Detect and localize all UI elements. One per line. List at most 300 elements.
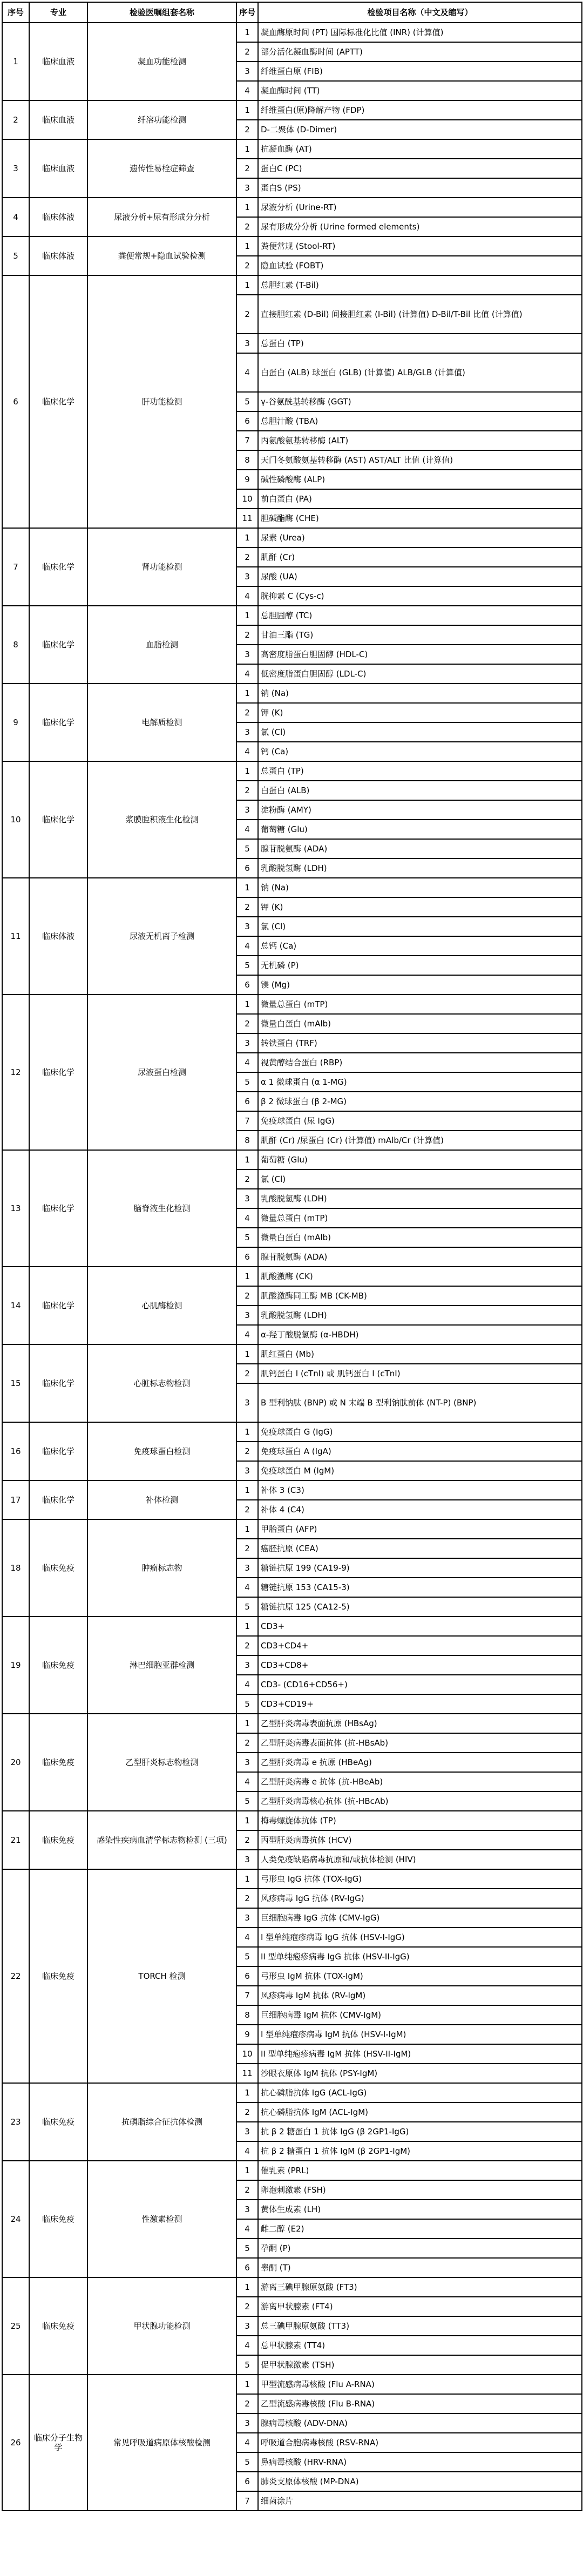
item-name-cell: 免疫球蛋白 (尿 IgG) <box>258 1111 582 1131</box>
table-row <box>2 1617 582 1636</box>
item-name-cell: 游离三碘甲腺原氨酸 (FT3) <box>258 2277 582 2297</box>
item-number-cell: 2 <box>236 217 258 236</box>
item-number-cell: 2 <box>236 781 258 800</box>
item-name-cell: β 2 微球蛋白 (β 2-MG) <box>258 1092 582 1111</box>
item-number-cell: 5 <box>236 1947 258 1966</box>
item-name-cell: CD3+CD4+ <box>258 1636 582 1655</box>
item-number-cell: 1 <box>236 1480 258 1500</box>
group-number-cell: 9 <box>2 684 29 761</box>
item-name-cell: α-羟丁酸脱氢酶 (α-HBDH) <box>258 1325 582 1344</box>
item-number-cell: 6 <box>236 1247 258 1267</box>
item-name-cell: II 型单纯疱疹病毒 IgG 抗体 (HSV-II-IgG) <box>258 1947 582 1966</box>
item-number-cell: 5 <box>236 1694 258 1714</box>
order-set-name-cell: 心脏标志物检测 <box>87 1344 236 1422</box>
item-name-cell: 肌红蛋白 (Mb) <box>258 1344 582 1364</box>
item-name-cell: 黄体生成素 (LH) <box>258 2200 582 2219</box>
item-name-cell: 尿素 (Urea) <box>258 528 582 547</box>
table-row <box>2 1869 582 1889</box>
item-name-cell: 甲胎蛋白 (AFP) <box>258 1519 582 1539</box>
item-name-cell: 巨细胞病毒 IgM 抗体 (CMV-IgM) <box>258 2005 582 2025</box>
order-set-name-cell: 感染性疾病血清学标志物检测 (三项) <box>87 1811 236 1869</box>
group-number-cell: 10 <box>2 761 29 878</box>
group-number-cell: 13 <box>2 1150 29 1267</box>
order-set-name-cell: 凝血功能检测 <box>87 23 236 100</box>
item-number-cell: 5 <box>236 1791 258 1811</box>
specialty-cell: 临床化学 <box>29 761 87 878</box>
specialty-cell: 临床化学 <box>29 995 87 1150</box>
specialty-cell: 临床体液 <box>29 878 87 995</box>
item-name-cell: 沙眼衣原体 IgM 抗体 (PSY-IgM) <box>258 2064 582 2083</box>
item-name-cell: II 型单纯疱疹病毒 IgM 抗体 (HSV-II-IgM) <box>258 2044 582 2064</box>
specialty-cell: 临床化学 <box>29 1267 87 1344</box>
specialty-cell: 临床免疫 <box>29 1869 87 2083</box>
item-number-cell: 3 <box>236 1558 258 1578</box>
specialty-cell: 临床化学 <box>29 1422 87 1480</box>
group-number-cell: 8 <box>2 606 29 684</box>
table-row <box>2 1714 582 1733</box>
table-row <box>2 1480 582 1500</box>
item-number-cell: 2 <box>236 1636 258 1655</box>
item-number-cell: 5 <box>236 1228 258 1247</box>
item-number-cell: 4 <box>236 353 258 392</box>
item-number-cell: 7 <box>236 2491 258 2511</box>
specialty-cell: 临床免疫 <box>29 2161 87 2277</box>
order-set-name-cell: 电解质检测 <box>87 684 236 761</box>
item-name-cell: 低密度脂蛋白胆固醇 (LDL-C) <box>258 664 582 684</box>
item-number-cell: 3 <box>236 800 258 820</box>
item-name-cell: 丙氨酸氨基转移酶 (ALT) <box>258 431 582 450</box>
item-name-cell: 纤维蛋白原 (FIB) <box>258 62 582 81</box>
item-name-cell: 肺炎支原体核酸 (MP-DNA) <box>258 2472 582 2491</box>
group-number-cell: 20 <box>2 1714 29 1811</box>
item-number-cell: 3 <box>236 1189 258 1208</box>
item-name-cell: 总蛋白 (TP) <box>258 334 582 353</box>
group-number-cell: 18 <box>2 1519 29 1617</box>
item-number-cell: 8 <box>236 1131 258 1150</box>
item-number-cell: 1 <box>236 2277 258 2297</box>
group-number-cell: 3 <box>2 139 29 198</box>
item-number-cell: 1 <box>236 761 258 781</box>
group-number-cell: 1 <box>2 23 29 100</box>
group-number-cell: 23 <box>2 2083 29 2161</box>
item-name-cell: 卵泡刺激素 (FSH) <box>258 2180 582 2200</box>
specialty-cell: 临床免疫 <box>29 2277 87 2375</box>
item-number-cell: 2 <box>236 625 258 645</box>
order-set-name-cell: 浆膜腔积液生化检测 <box>87 761 236 878</box>
item-number-cell: 1 <box>236 1714 258 1733</box>
item-number-cell: 3 <box>236 2316 258 2336</box>
item-name-cell: 孕酮 (P) <box>258 2239 582 2258</box>
item-name-cell: 腺苷脱氨酶 (ADA) <box>258 839 582 858</box>
item-number-cell: 1 <box>236 1869 258 1889</box>
group-number-cell: 12 <box>2 995 29 1150</box>
specialty-cell: 临床化学 <box>29 275 87 528</box>
item-name-cell: 总胆汁酸 (TBA) <box>258 411 582 431</box>
item-name-cell: 凝血酶原时间 (PT) 国际标准化比值 (INR) (计算值) <box>258 23 582 42</box>
item-number-cell: 4 <box>236 2336 258 2355</box>
item-name-cell: 转铁蛋白 (TRF) <box>258 1033 582 1053</box>
specialty-cell: 临床化学 <box>29 528 87 606</box>
group-number-cell: 24 <box>2 2161 29 2277</box>
item-name-cell: 钙 (Ca) <box>258 742 582 761</box>
item-number-cell: 6 <box>236 1966 258 1986</box>
item-name-cell: 无机磷 (P) <box>258 956 582 975</box>
item-name-cell: 微量白蛋白 (mAlb) <box>258 1228 582 1247</box>
specialty-cell: 临床化学 <box>29 684 87 761</box>
item-number-cell: 5 <box>236 839 258 858</box>
table-row <box>2 275 582 295</box>
item-name-cell: 抗 β 2 糖蛋白 1 抗体 IgM (β 2GP1-IgM) <box>258 2141 582 2161</box>
item-name-cell: 肌钙蛋白 I (cTnI) 或 肌钙蛋白 I (cTnI) <box>258 1364 582 1383</box>
item-number-cell: 4 <box>236 936 258 956</box>
item-number-cell: 3 <box>236 1908 258 1928</box>
item-name-cell: 总钙 (Ca) <box>258 936 582 956</box>
item-number-cell: 3 <box>236 1850 258 1869</box>
test-items-sheet <box>2 2 581 2511</box>
item-number-cell: 3 <box>236 1383 258 1422</box>
group-number-cell: 21 <box>2 1811 29 1869</box>
item-name-cell: 镁 (Mg) <box>258 975 582 995</box>
order-set-name-cell: 肝功能检测 <box>87 275 236 528</box>
table-row <box>2 2375 582 2394</box>
item-number-cell: 4 <box>236 1928 258 1947</box>
specialty-cell: 临床免疫 <box>29 1714 87 1811</box>
item-name-cell: 乙型流感病毒核酸 (Flu B-RNA) <box>258 2394 582 2413</box>
item-name-cell: 游离甲状腺素 (FT4) <box>258 2297 582 2316</box>
item-number-cell: 1 <box>236 684 258 703</box>
item-number-cell: 3 <box>236 1306 258 1325</box>
item-number-cell: 3 <box>236 1461 258 1480</box>
item-number-cell: 4 <box>236 1053 258 1072</box>
item-number-cell: 3 <box>236 178 258 198</box>
item-number-cell: 5 <box>236 2239 258 2258</box>
item-number-cell: 6 <box>236 2472 258 2491</box>
item-name-cell: CD3+CD8+ <box>258 1655 582 1675</box>
table-row <box>2 23 582 42</box>
specialty-cell: 临床血液 <box>29 23 87 100</box>
specialty-cell: 临床化学 <box>29 1480 87 1519</box>
specialty-cell: 临床体液 <box>29 236 87 275</box>
item-name-cell: 白蛋白 (ALB) <box>258 781 582 800</box>
item-number-cell: 3 <box>236 567 258 586</box>
order-set-name-cell: 肿瘤标志物 <box>87 1519 236 1617</box>
item-name-cell: 肌酐 (Cr) <box>258 547 582 567</box>
item-name-cell: 弓形虫 IgM 抗体 (TOX-IgM) <box>258 1966 582 1986</box>
group-number-cell: 2 <box>2 100 29 139</box>
item-number-cell: 11 <box>236 509 258 528</box>
item-number-cell: 2 <box>236 1364 258 1383</box>
item-name-cell: 钾 (K) <box>258 897 582 917</box>
item-name-cell: 视黄醇结合蛋白 (RBP) <box>258 1053 582 1072</box>
table-row <box>2 139 582 159</box>
group-number-cell: 11 <box>2 878 29 995</box>
item-number-cell: 1 <box>236 2161 258 2180</box>
item-number-cell: 3 <box>236 1655 258 1675</box>
header-group-no: 序号 <box>2 2 29 23</box>
item-number-cell: 2 <box>236 2180 258 2200</box>
item-number-cell: 2 <box>236 1733 258 1753</box>
test-items-table <box>2 2 582 2511</box>
item-number-cell: 1 <box>236 100 258 120</box>
item-name-cell: 人类免疫缺陷病毒抗原和/或抗体检测 (HIV) <box>258 1850 582 1869</box>
specialty-cell: 临床免疫 <box>29 1519 87 1617</box>
item-number-cell: 1 <box>236 1617 258 1636</box>
item-number-cell: 3 <box>236 334 258 353</box>
item-name-cell: 胱抑素 C (Cys-c) <box>258 586 582 606</box>
item-name-cell: 睾酮 (T) <box>258 2258 582 2277</box>
specialty-cell: 临床体液 <box>29 198 87 236</box>
item-number-cell: 2 <box>236 1169 258 1189</box>
item-number-cell: 2 <box>236 2297 258 2316</box>
order-set-name-cell: 乙型肝炎标志物检测 <box>87 1714 236 1811</box>
order-set-name-cell: 尿液蛋白检测 <box>87 995 236 1150</box>
order-set-name-cell: 性激素检测 <box>87 2161 236 2277</box>
item-name-cell: 雌二醇 (E2) <box>258 2219 582 2239</box>
item-number-cell: 2 <box>236 1286 258 1306</box>
item-number-cell: 2 <box>236 295 258 334</box>
item-name-cell: 高密度脂蛋白胆固醇 (HDL-C) <box>258 645 582 664</box>
order-set-name-cell: 肾功能检测 <box>87 528 236 606</box>
item-name-cell: 乳酸脱氢酶 (LDH) <box>258 1189 582 1208</box>
header-row <box>2 2 582 23</box>
item-name-cell: 钾 (K) <box>258 703 582 722</box>
item-name-cell: 肌酸激酶同工酶 MB (CK-MB) <box>258 1286 582 1306</box>
item-name-cell: 白蛋白 (ALB) 球蛋白 (GLB) (计算值) ALB/GLB (计算值) <box>258 353 582 392</box>
item-name-cell: 呼吸道合胞病毒核酸 (RSV-RNA) <box>258 2433 582 2452</box>
item-number-cell: 5 <box>236 956 258 975</box>
item-name-cell: 尿液分析 (Urine-RT) <box>258 198 582 217</box>
item-name-cell: 梅毒螺旋体抗体 (TP) <box>258 1811 582 1830</box>
header-order-set-name: 检验医嘱组套名称 <box>87 2 236 23</box>
item-name-cell: 弓形虫 IgG 抗体 (TOX-IgG) <box>258 1869 582 1889</box>
item-number-cell: 4 <box>236 742 258 761</box>
item-number-cell: 2 <box>236 159 258 178</box>
item-number-cell: 6 <box>236 1092 258 1111</box>
item-name-cell: 糖链抗原 199 (CA19-9) <box>258 1558 582 1578</box>
item-name-cell: 部分活化凝血酶时间 (APTT) <box>258 42 582 62</box>
order-set-name-cell: 纤溶功能检测 <box>87 100 236 139</box>
specialty-cell: 临床分子生物学 <box>29 2375 87 2511</box>
item-number-cell: 8 <box>236 2005 258 2025</box>
item-name-cell: 胆碱酯酶 (CHE) <box>258 509 582 528</box>
item-name-cell: B 型利钠肽 (BNP) 或 N 末端 B 型利钠肽前体 (NT-P) (BNP) <box>258 1383 582 1422</box>
item-name-cell: 风疹病毒 IgG 抗体 (RV-IgG) <box>258 1889 582 1908</box>
item-name-cell: 乙型肝炎病毒 e 抗原 (HBeAg) <box>258 1753 582 1772</box>
order-set-name-cell: 尿液分析+尿有形成分分析 <box>87 198 236 236</box>
header-specialty: 专业 <box>29 2 87 23</box>
item-number-cell: 1 <box>236 2083 258 2102</box>
item-name-cell: CD3- (CD16+CD56+) <box>258 1675 582 1694</box>
table-body <box>2 23 582 2511</box>
item-number-cell: 4 <box>236 2219 258 2239</box>
group-number-cell: 4 <box>2 198 29 236</box>
item-number-cell: 2 <box>236 1014 258 1033</box>
item-name-cell: 碱性磷酸酶 (ALP) <box>258 470 582 489</box>
order-set-name-cell: 常见呼吸道病原体核酸检测 <box>87 2375 236 2511</box>
item-number-cell: 2 <box>236 547 258 567</box>
item-number-cell: 4 <box>236 1675 258 1694</box>
item-number-cell: 8 <box>236 450 258 470</box>
item-number-cell: 4 <box>236 1578 258 1597</box>
item-number-cell: 2 <box>236 120 258 139</box>
item-number-cell: 3 <box>236 917 258 936</box>
item-name-cell: 钠 (Na) <box>258 684 582 703</box>
order-set-name-cell: TORCH 检测 <box>87 1869 236 2083</box>
item-number-cell: 9 <box>236 470 258 489</box>
table-row <box>2 1344 582 1364</box>
item-name-cell: 细菌涂片 <box>258 2491 582 2511</box>
item-number-cell: 1 <box>236 1344 258 1364</box>
order-set-name-cell: 粪便常规+隐血试验检测 <box>87 236 236 275</box>
item-number-cell: 10 <box>236 489 258 509</box>
table-row <box>2 995 582 1014</box>
table-row <box>2 198 582 217</box>
item-number-cell: 4 <box>236 1772 258 1791</box>
item-number-cell: 1 <box>236 1150 258 1169</box>
order-set-name-cell: 甲状腺功能检测 <box>87 2277 236 2375</box>
item-name-cell: 免疫球蛋白 G (IgG) <box>258 1422 582 1442</box>
item-name-cell: 丙型肝炎病毒抗体 (HCV) <box>258 1830 582 1850</box>
item-number-cell: 4 <box>236 2141 258 2161</box>
item-number-cell: 6 <box>236 858 258 878</box>
group-number-cell: 17 <box>2 1480 29 1519</box>
item-number-cell: 7 <box>236 1986 258 2005</box>
order-set-name-cell: 淋巴细胞亚群检测 <box>87 1617 236 1714</box>
item-name-cell: 乳酸脱氢酶 (LDH) <box>258 1306 582 1325</box>
item-name-cell: CD3+CD19+ <box>258 1694 582 1714</box>
order-set-name-cell: 血脂检测 <box>87 606 236 684</box>
item-number-cell: 2 <box>236 2102 258 2122</box>
item-number-cell: 11 <box>236 2064 258 2083</box>
item-name-cell: 乳酸脱氢酶 (LDH) <box>258 858 582 878</box>
item-number-cell: 1 <box>236 606 258 625</box>
item-number-cell: 3 <box>236 1033 258 1053</box>
item-name-cell: 总甲状腺素 (TT4) <box>258 2336 582 2355</box>
item-name-cell: 氯 (Cl) <box>258 917 582 936</box>
item-name-cell: 免疫球蛋白 A (IgA) <box>258 1442 582 1461</box>
item-name-cell: 抗心磷脂抗体 IgG (ACL-IgG) <box>258 2083 582 2102</box>
group-number-cell: 15 <box>2 1344 29 1422</box>
item-name-cell: 甘油三酯 (TG) <box>258 625 582 645</box>
specialty-cell: 临床化学 <box>29 606 87 684</box>
item-number-cell: 1 <box>236 1811 258 1830</box>
item-name-cell: α 1 微球蛋白 (α 1-MG) <box>258 1072 582 1092</box>
group-number-cell: 7 <box>2 528 29 606</box>
table-row <box>2 1267 582 1286</box>
item-name-cell: 微量白蛋白 (mAlb) <box>258 1014 582 1033</box>
order-set-name-cell: 免疫球蛋白检测 <box>87 1422 236 1480</box>
item-number-cell: 1 <box>236 275 258 295</box>
item-name-cell: γ-谷氨酰基转移酶 (GGT) <box>258 392 582 411</box>
item-number-cell: 4 <box>236 2433 258 2452</box>
item-name-cell: 凝血酶时间 (TT) <box>258 81 582 100</box>
item-number-cell: 4 <box>236 1325 258 1344</box>
item-number-cell: 1 <box>236 139 258 159</box>
item-number-cell: 2 <box>236 1830 258 1850</box>
item-name-cell: I 型单纯疱疹病毒 IgG 抗体 (HSV-I-IgG) <box>258 1928 582 1947</box>
item-number-cell: 4 <box>236 664 258 684</box>
item-name-cell: 直接胆红素 (D-Bil) 间接胆红素 (I-Bil) (计算值) D-Bil/T-Bil 比值 (计算值) <box>258 295 582 334</box>
item-name-cell: 促甲状腺激素 (TSH) <box>258 2355 582 2375</box>
item-name-cell: CD3+ <box>258 1617 582 1636</box>
item-name-cell: 癌胚抗原 (CEA) <box>258 1539 582 1558</box>
item-number-cell: 1 <box>236 236 258 256</box>
header-item-no: 序号 <box>236 2 258 23</box>
item-name-cell: I 型单纯疱疹病毒 IgM 抗体 (HSV-I-IgM) <box>258 2025 582 2044</box>
group-number-cell: 5 <box>2 236 29 275</box>
item-number-cell: 4 <box>236 81 258 100</box>
table-row <box>2 100 582 120</box>
table-row <box>2 1811 582 1830</box>
item-number-cell: 6 <box>236 975 258 995</box>
item-number-cell: 3 <box>236 2200 258 2219</box>
item-number-cell: 4 <box>236 820 258 839</box>
item-number-cell: 2 <box>236 2394 258 2413</box>
item-name-cell: 鼻病毒核酸 (HRV-RNA) <box>258 2452 582 2472</box>
item-number-cell: 10 <box>236 2044 258 2064</box>
item-name-cell: 蛋白S (PS) <box>258 178 582 198</box>
group-number-cell: 26 <box>2 2375 29 2511</box>
table-row <box>2 1150 582 1169</box>
item-name-cell: 蛋白C (PC) <box>258 159 582 178</box>
order-set-name-cell: 抗磷脂综合征抗体检测 <box>87 2083 236 2161</box>
item-number-cell: 6 <box>236 2258 258 2277</box>
table-row <box>2 761 582 781</box>
item-number-cell: 2 <box>236 703 258 722</box>
group-number-cell: 16 <box>2 1422 29 1480</box>
item-number-cell: 6 <box>236 411 258 431</box>
item-number-cell: 5 <box>236 392 258 411</box>
order-set-name-cell: 脑脊液生化检测 <box>87 1150 236 1267</box>
item-name-cell: 氯 (Cl) <box>258 1169 582 1189</box>
table-row <box>2 606 582 625</box>
item-number-cell: 1 <box>236 995 258 1014</box>
order-set-name-cell: 心肌酶检测 <box>87 1267 236 1344</box>
item-name-cell: 腺病毒核酸 (ADV-DNA) <box>258 2413 582 2433</box>
item-number-cell: 5 <box>236 2355 258 2375</box>
table-row <box>2 2277 582 2297</box>
item-name-cell: 微量总蛋白 (mTP) <box>258 995 582 1014</box>
item-number-cell: 2 <box>236 1539 258 1558</box>
item-name-cell: 甲型流感病毒核酸 (Flu A-RNA) <box>258 2375 582 2394</box>
item-name-cell: 风疹病毒 IgM 抗体 (RV-IgM) <box>258 1986 582 2005</box>
item-number-cell: 1 <box>236 878 258 897</box>
item-name-cell: 淀粉酶 (AMY) <box>258 800 582 820</box>
item-name-cell: 糖链抗原 125 (CA12-5) <box>258 1597 582 1617</box>
item-name-cell: 补体 4 (C4) <box>258 1500 582 1519</box>
item-name-cell: 葡萄糖 (Glu) <box>258 820 582 839</box>
item-name-cell: 前白蛋白 (PA) <box>258 489 582 509</box>
item-name-cell: 抗凝血酶 (AT) <box>258 139 582 159</box>
item-number-cell: 1 <box>236 1267 258 1286</box>
item-number-cell: 2 <box>236 1442 258 1461</box>
group-number-cell: 22 <box>2 1869 29 2083</box>
table-row <box>2 1519 582 1539</box>
specialty-cell: 临床化学 <box>29 1344 87 1422</box>
item-name-cell: 粪便常规 (Stool-RT) <box>258 236 582 256</box>
item-name-cell: 抗心磷脂抗体 IgM (ACL-IgM) <box>258 2102 582 2122</box>
header-item-name: 检验项目名称（中文及缩写） <box>258 2 582 23</box>
item-number-cell: 2 <box>236 1889 258 1908</box>
item-name-cell: 抗 β 2 糖蛋白 1 抗体 IgG (β 2GP1-IgG) <box>258 2122 582 2141</box>
item-number-cell: 3 <box>236 645 258 664</box>
order-set-name-cell: 补体检测 <box>87 1480 236 1519</box>
table-row <box>2 878 582 897</box>
item-name-cell: 催乳素 (PRL) <box>258 2161 582 2180</box>
item-number-cell: 5 <box>236 2452 258 2472</box>
item-name-cell: 乙型肝炎病毒核心抗体 (抗-HBcAb) <box>258 1791 582 1811</box>
item-name-cell: 糖链抗原 153 (CA15-3) <box>258 1578 582 1597</box>
